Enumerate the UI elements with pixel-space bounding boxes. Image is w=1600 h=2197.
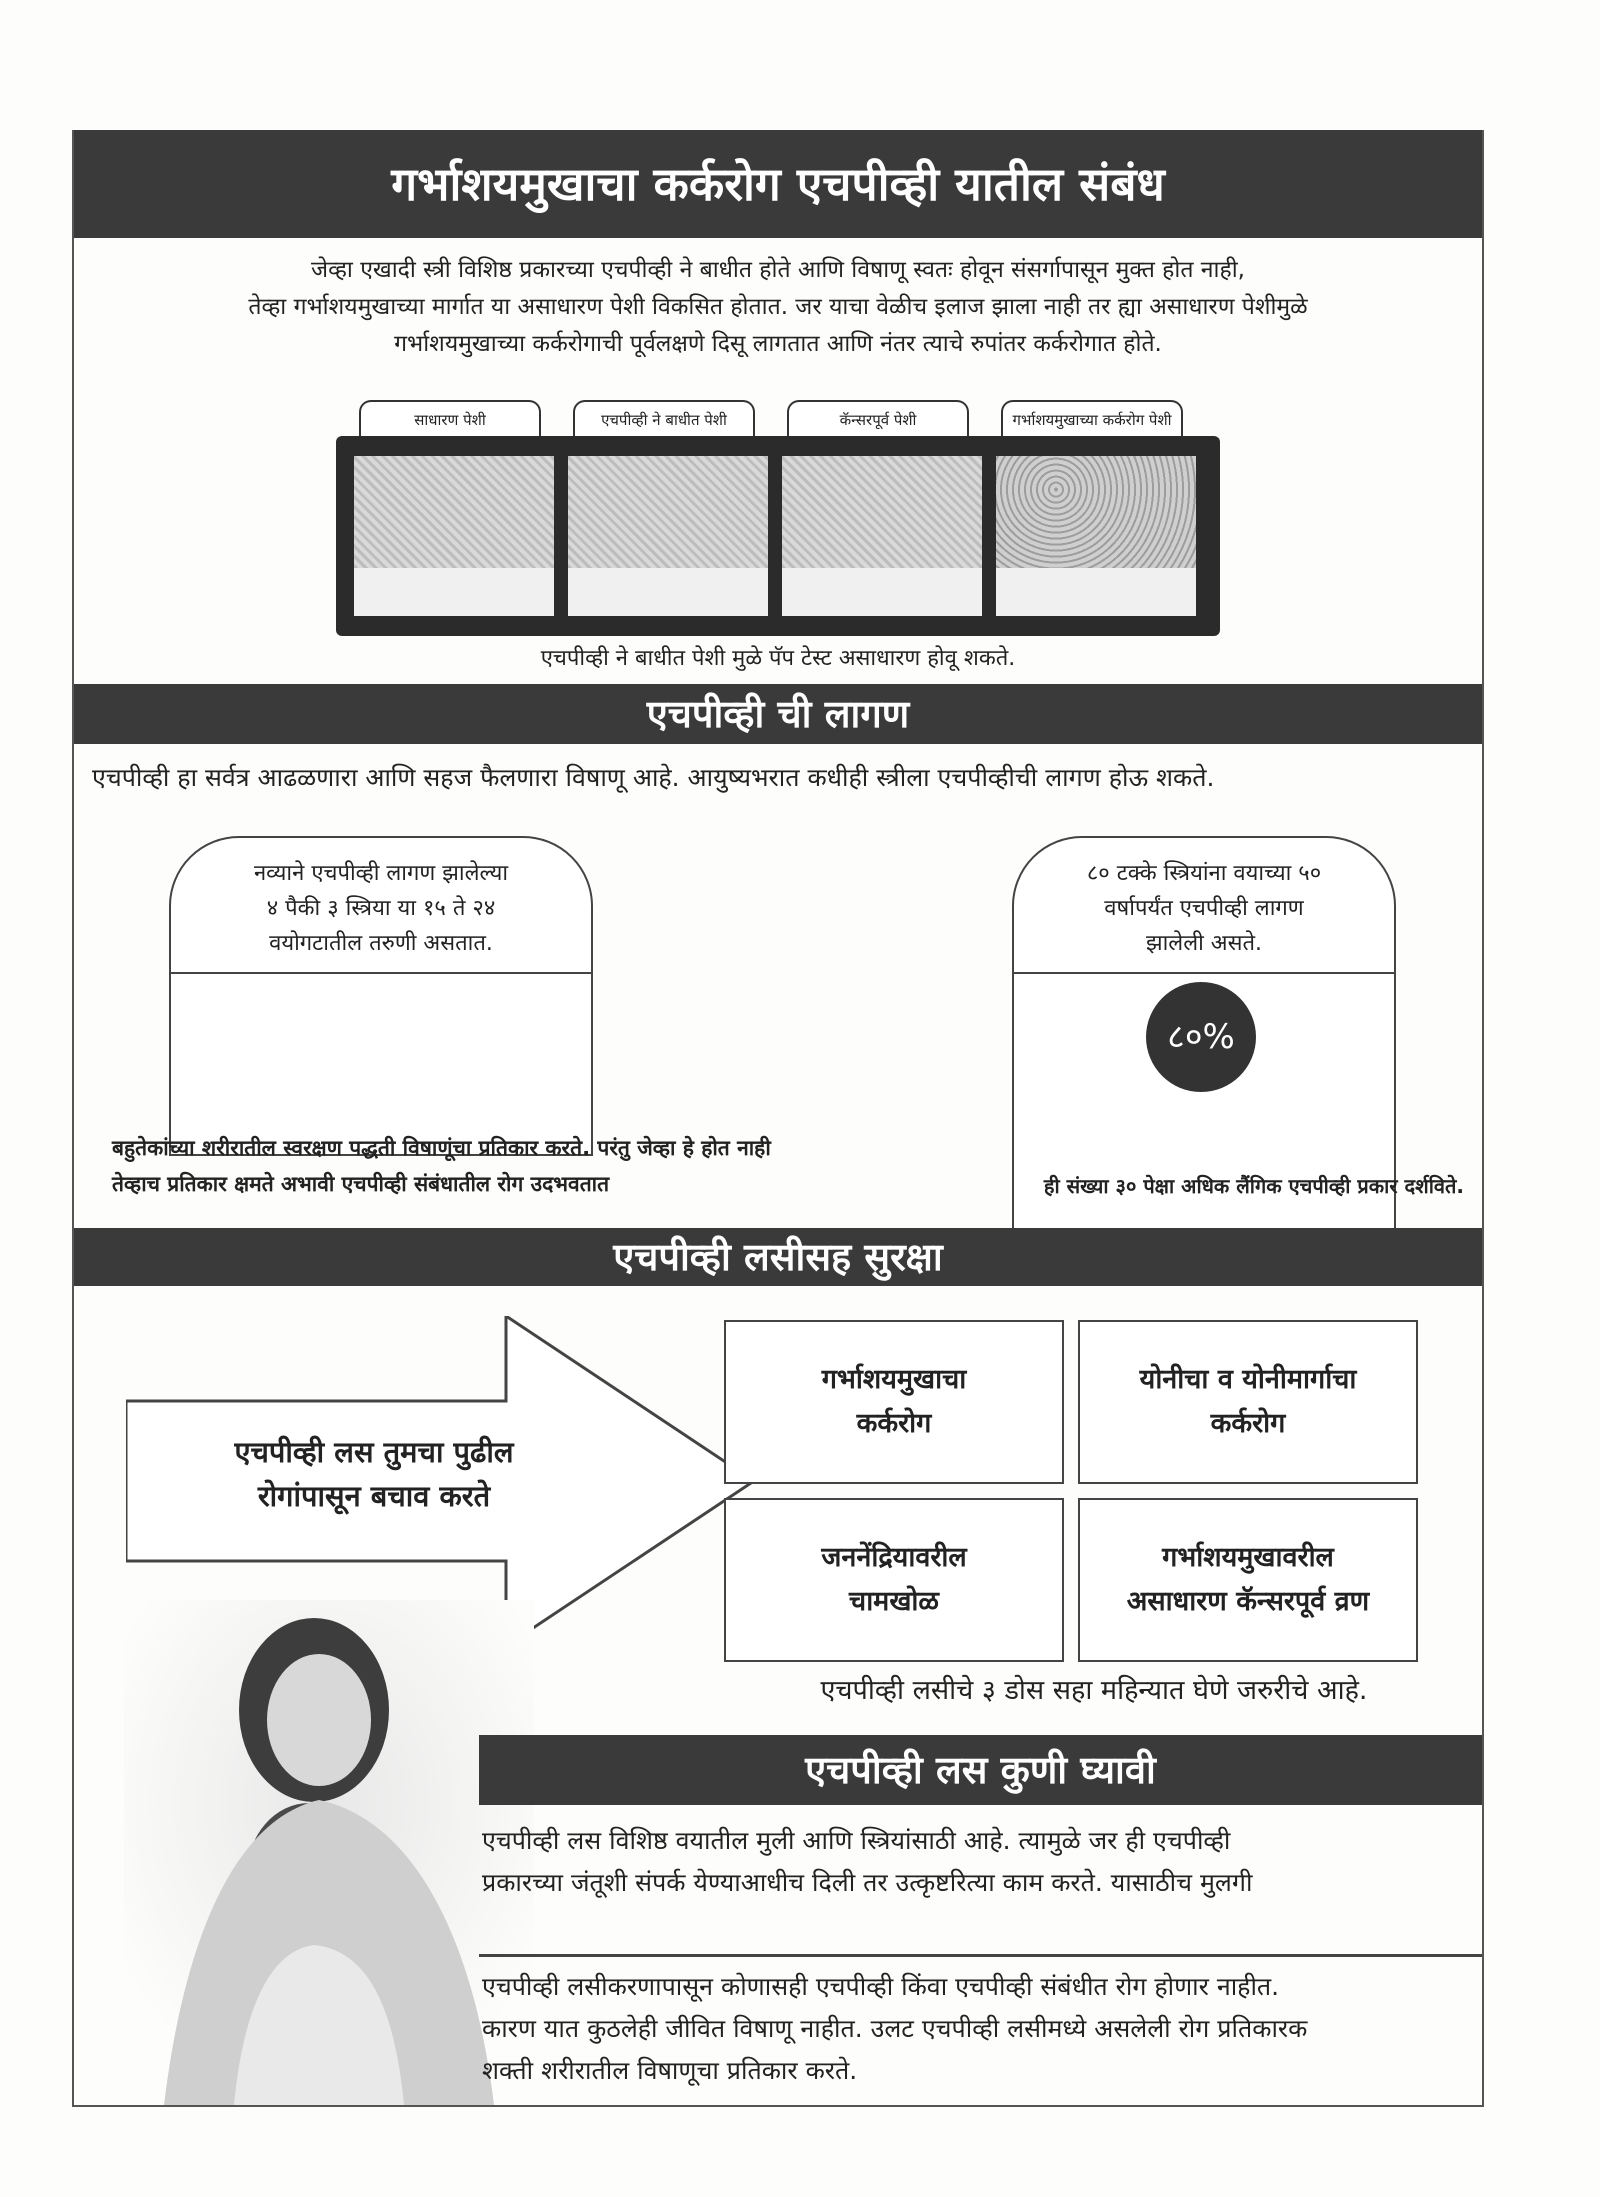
cell-label-tabs [359,400,1219,438]
young-women-stat-box [169,836,593,1156]
box-divider [171,972,591,974]
safety-paragraph [482,1966,1462,2092]
para-line: एचपीव्ही लस विशिष्ठ वयातील मुली आणि स्त्रियांसाठी आहे. त्यामुळे जर ही एचपीव्ही [482,1826,1231,1855]
arrow-label [144,1430,604,1518]
para-line: शक्ती शरीरातील विषाणूचा प्रतिकार करते. [482,2056,858,2085]
disease-box-vaginal-cancer [1078,1320,1418,1484]
eighty-percent-badge: ८०% [1146,982,1256,1092]
cell-micrograph-strip [336,436,1220,636]
section-title-infection: एचपीव्ही ची लागण [74,684,1482,744]
para-line: एचपीव्ही लसीकरणापासून कोणासही एचपीव्ही किंवा एचपीव्ही संबंधीत रोग होणार नाहीत. [482,1972,1280,2001]
note-line: तेव्हाच प्रतिकार क्षमते अभावी एचपीव्ही संबंधातील रोग उदभवतात [112,1172,610,1196]
disease-line: चामखोळ [849,1586,939,1617]
stat-line: नव्याने एचपीव्ही लागण झालेल्या [253,861,509,886]
cell-image-infected [568,456,768,616]
section-title-protection: एचपीव्ही लसीसह सुरक्षा [74,1228,1482,1286]
dose-note: एचपीव्ही लसीचे ३ डोस सहा महिन्यात घेणे जरुरीचे आहे. [820,1675,1368,1706]
cell-label-precancer: कॅन्सरपूर्व पेशी [787,400,969,438]
intro-paragraph [94,252,1462,363]
types-note: ही संख्या ३० पेक्षा अधिक लैंगिक एचपीव्ही प्रकार दर्शविते. [1043,1174,1464,1198]
disease-line: गर्भाशयमुखाचा [821,1364,967,1395]
mother-daughter-photo [124,1600,534,2105]
intro-line: गर्भाशयमुखाच्या कर्करोगाची पूर्वलक्षणे दिसू लागतात आणि नंतर त्याचे रुपांतर कर्करोगात होते. [394,331,1162,357]
disease-box-cervical-cancer [724,1320,1064,1484]
disease-line: जननेंद्रियावरील [821,1542,967,1573]
stat-line: वयोगटातील तरुणी असतात. [269,931,493,956]
stat-line: ८० टक्के स्त्रियांना वयाच्या ५० [1086,861,1322,886]
stat-line: वर्षापर्यंत एचपीव्ही लागण [1104,896,1304,921]
disease-line: कर्करोग [1210,1408,1286,1439]
cell-label-infected: एचपीव्ही ने बाधीत पेशी [573,400,755,438]
disease-line: कर्करोग [856,1408,932,1439]
immune-note [112,1130,992,1202]
note-line: बहुतेकांच्या शरीरातील स्वरक्षण पद्धती विषाणूंचा प्रतिकार करते. परंतु जेव्हा हे होत नाही [112,1136,771,1160]
intro-line: जेव्हा एखादी स्त्री विशिष्ठ प्रकारच्या एचपीव्ही ने बाधीत होते आणि विषाणू स्वतः होवून संसर्गापासून मुक्त होत नाही, [311,257,1245,283]
arrow-line: रोगांपासून बचाव करते [257,1479,491,1513]
cell-label-normal: साधारण पेशी [359,400,541,438]
section-title-hpv-relation: गर्भाशयमुखाचा कर्करोग एचपीव्ही यातील संबंध [74,130,1482,238]
eligibility-paragraph [482,1820,1462,1904]
disease-box-precancer-lesions [1078,1498,1418,1662]
para-line: प्रकारच्या जंतूशी संपर्क येण्याआधीच दिली तर उत्कृष्टरित्या काम करते. यासाठीच मुलगी [482,1868,1253,1897]
infection-summary: एचपीव्ही हा सर्वत्र आढळणारा आणि सहज फैलणारा विषाणू आहे. आयुष्यभरात कधीही स्त्रीला एचपीव्हीची लागण होऊ शकते. [92,763,1215,792]
disease-line: असाधारण कॅन्सरपूर्व व्रण [1126,1586,1370,1617]
section-title-who-should-take: एचपीव्ही लस कुणी घ्यावी [479,1735,1482,1805]
stat-line: झालेली असते. [1145,931,1263,956]
disease-box-genital-warts [724,1498,1064,1662]
section-rule [479,1954,1482,1957]
arrow-line: एचपीव्ही लस तुमचा पुढील [234,1435,514,1469]
box-divider [1014,972,1394,974]
poster [72,130,1484,2107]
disease-line: गर्भाशयमुखावरील [1162,1542,1334,1573]
cell-caption: एचपीव्ही ने बाधीत पेशी मुळे पॅप टेस्ट असाधारण होवू शकते. [540,646,1016,671]
disease-line: योनीचा व योनीमार्गाचा [1139,1364,1357,1395]
cell-image-precancer [782,456,982,616]
cell-image-normal [354,456,554,616]
intro-line: तेव्हा गर्भाशयमुखाच्या मार्गात या असाधारण पेशी विकसित होतात. जर याचा वेळीच इलाज झाला नाही तर ह्या असाधारण पेशीमुळे [248,294,1308,320]
para-line: कारण यात कुठलेही जीवित विषाणू नाहीत. उलट एचपीव्ही लसीमध्ये असलेली रोग प्रतिकारक [482,2014,1308,2043]
cell-image-cancer [996,456,1196,616]
stat-line: ४ पैकी ३ स्त्रिया या १५ ते २४ [266,896,496,921]
cell-label-cancer: गर्भाशयमुखाच्या कर्करोग पेशी [1001,400,1183,438]
